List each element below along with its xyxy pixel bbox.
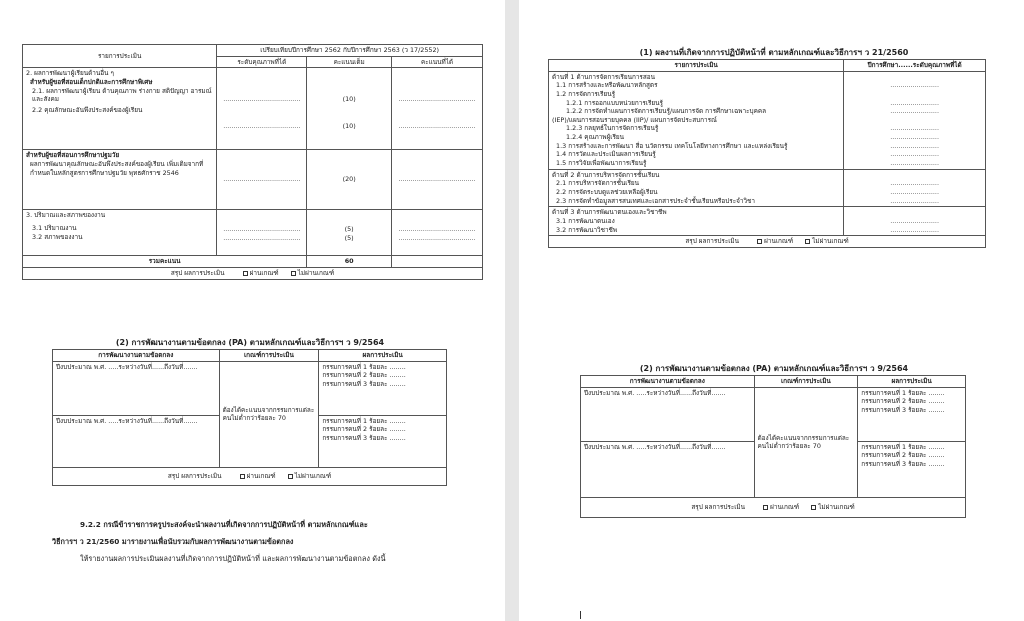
pass-checkbox[interactable] — [763, 505, 768, 510]
full-score: (20) — [307, 150, 392, 210]
domain-heading: ด้านที่ 1 ด้านการจัดการเรียนการสอน — [552, 72, 655, 81]
fail-label: ไม่ผ่านเกณฑ์ — [297, 268, 335, 277]
pass-checkbox[interactable] — [757, 239, 762, 244]
item-label: 3.2 สภาพของงาน — [32, 232, 83, 241]
committee-score-1: กรรมการคนที่ 1 ร้อยละ ........ — [861, 442, 945, 451]
item-label: 1.2.1 การออกแบบหน่วยการเรียนรู้ — [566, 98, 663, 107]
summary-label: สรุป ผลการประเมิน — [685, 237, 740, 246]
committee-score-2: กรรมการคนที่ 2 ร้อยละ ........ — [322, 371, 406, 380]
item-label: 3.2 การพัฒนาวิชาชีพ — [556, 225, 618, 234]
pa-summary-row — [53, 467, 447, 485]
fail-checkbox[interactable] — [288, 474, 293, 479]
level-blank: ........................ — [890, 150, 939, 159]
col-header-full: คะแนนเต็ม — [307, 56, 392, 68]
pa-period-row-2: ปีงบประมาณ พ.ศ. .....ระหว่างวันที่......ถึงวันที่....... — [53, 415, 220, 467]
fail-checkbox[interactable] — [811, 505, 816, 510]
score-blank: ...................................... — [392, 150, 483, 210]
work-evaluation-table — [548, 59, 986, 248]
section-heading: 3. ปริมาณและสภาพของงาน — [26, 211, 106, 220]
item-label: 1.2 การจัดการเรียนรู้ — [556, 89, 616, 98]
item-label: 2.1. ผลการพัฒนาผู้เรียน ด้านคุณภาพ ร่างกาย สติปัญญา อารมณ์และสังคม — [32, 86, 212, 104]
pass-label: ผ่านเกณฑ์ — [246, 471, 276, 480]
item-label: 1.4 การวัดและประเมินผลการเรียนรู้ — [556, 150, 656, 159]
fail-checkbox[interactable] — [291, 271, 296, 276]
pa-col-header: ผลการประเมิน — [319, 350, 447, 362]
pa-criteria: ต้องได้คะแนนจากกรรมการแต่ละคนไม่ต่ำกว่าร้อยละ 70 — [754, 387, 858, 497]
pass-checkbox[interactable] — [240, 474, 245, 479]
col-header-item: รายการประเมิน — [23, 45, 217, 68]
level-blank: ........................ — [890, 196, 939, 205]
paragraph-body: ให้รายงานผลการประเมินผลงานที่เกิดจากการปฏิบัติหน้าที่ และผลการพัฒนางานตามข้อตกลง ดังนี้ — [80, 554, 386, 563]
col-header-item: รายการประเมิน — [549, 60, 844, 72]
full-score: (5) — [344, 225, 354, 234]
level-blank: ........................ — [890, 133, 939, 142]
pa-col-header: เกณฑ์การประเมิน — [754, 376, 858, 388]
item-label: 1.5 การวิจัยเพื่อพัฒนาการเรียนรู้ — [556, 159, 647, 168]
pa-table — [52, 349, 447, 486]
page-gutter — [505, 0, 519, 621]
work-table-title: (1) ผลงานที่เกิดจากการปฏิบัติหน้าที่ ตามหลักเกณฑ์และวิธีการฯ ว 21/2560 — [639, 48, 909, 57]
total-value: 60 — [307, 256, 392, 268]
col-header-group: เปรียบเทียบปีการศึกษา 2562 กับปีการศึกษา 2563 (ว 17/2552) — [217, 45, 483, 57]
item-label: 2.2 คุณลักษณะอันพึงประสงค์ของผู้เรียน — [32, 105, 143, 114]
committee-score-3: กรรมการคนที่ 3 ร้อยละ ........ — [322, 433, 406, 442]
text-cursor — [580, 611, 581, 619]
paragraph-heading-cont: วิธีการฯ ว 21/2560 มารายงานเพื่อนับรวมกับผลการพัฒนางานตามข้อตกลง — [52, 537, 294, 546]
pass-label: ผ่านเกณฑ์ — [764, 237, 794, 246]
document-page-right — [519, 0, 1024, 621]
fail-label: ไม่ผ่านเกณฑ์ — [812, 237, 849, 246]
committee-score-2: กรรมการคนที่ 2 ร้อยละ ........ — [861, 397, 945, 406]
summary-row — [23, 267, 483, 279]
section-2-cell — [23, 68, 217, 150]
committee-score-2: กรรมการคนที่ 2 ร้อยละ ........ — [861, 451, 945, 460]
item-label: 1.1 การสร้างและหรือพัฒนาหลักสูตร — [556, 81, 658, 90]
domain-1-cell — [549, 71, 844, 169]
fail-label: ไม่ผ่านเกณฑ์ — [818, 502, 855, 511]
domain-3-cell — [549, 207, 844, 236]
score-blank: ...................................... — [398, 121, 476, 130]
level-blank: ........................ — [890, 141, 939, 150]
domain-heading: ด้านที่ 3 ด้านการพัฒนาตนเองและวิชาชีพ — [552, 208, 667, 217]
level-blank: ...................................... — [223, 225, 301, 234]
score-blank: ...................................... — [398, 233, 476, 242]
document-page-left — [0, 0, 505, 621]
score-blank: ...................................... — [398, 95, 476, 104]
pass-checkbox[interactable] — [243, 271, 248, 276]
full-score: (10) — [342, 121, 356, 130]
committee-score-3: กรรมการคนที่ 3 ร้อยละ ........ — [861, 459, 945, 468]
pa-criteria: ต้องได้คะแนนจากกรรมการแต่ละคนไม่ต่ำกว่าร้อยละ 70 — [219, 361, 319, 467]
committee-score-1: กรรมการคนที่ 1 ร้อยละ ........ — [322, 362, 406, 371]
level-blank: ........................ — [890, 81, 939, 90]
item-label: 1.2.3 กลยุทธ์ในการจัดการเรียนรู้ — [566, 124, 659, 133]
item-label: 3.1 การพัฒนาตนเอง — [556, 216, 615, 225]
level-blank: ........................ — [890, 159, 939, 168]
item-label: 2.2 การจัดระบบดูแลช่วยเหลือผู้เรียน — [556, 187, 658, 196]
col-header-year: ปีการศึกษา......ระดับคุณภาพที่ได้ — [844, 60, 986, 72]
level-blank: ........................ — [890, 187, 939, 196]
early-childhood-cell — [23, 150, 217, 210]
pa-period-row-1: ปีงบประมาณ พ.ศ. .....ระหว่างวันที่......ถึงวันที่....... — [581, 387, 755, 441]
pass-label: ผ่านเกณฑ์ — [249, 268, 279, 277]
committee-score-1: กรรมการคนที่ 1 ร้อยละ ........ — [861, 388, 945, 397]
item-label: ผลการพัฒนาคุณลักษณะอันพึงประสงค์ของผู้เรียน เพิ่มเติมจากที่กำหนดในหลักสูตรการศึกษาปฐมวัย พุทธศักราช 2546 — [30, 159, 204, 177]
summary-row — [549, 236, 986, 248]
col-header-got: คะแนนที่ได้ — [392, 56, 483, 68]
full-score: (5) — [344, 233, 354, 242]
committee-score-2: กรรมการคนที่ 2 ร้อยละ ........ — [322, 425, 406, 434]
pass-label: ผ่านเกณฑ์ — [770, 502, 800, 511]
fail-label: ไม่ผ่านเกณฑ์ — [294, 471, 332, 480]
evaluation-table — [22, 44, 483, 280]
pa-col-header: เกณฑ์การประเมิน — [219, 350, 319, 362]
paragraph-heading: 9.2.2 กรณีข้าราชการครูประสงค์จะนำผลงานที่เกิดจากการปฏิบัติหน้าที่ ตามหลักเกณฑ์และ — [80, 520, 368, 529]
committee-score-1: กรรมการคนที่ 1 ร้อยละ ........ — [322, 416, 406, 425]
item-label: 1.2.2 การจัดทำแผนการจัดการเรียนรู้/แผนการจัด การศึกษาเฉพาะบุคคล — [566, 107, 767, 116]
pa-period-row-1: ปีงบประมาณ พ.ศ. .....ระหว่างวันที่......ถึงวันที่....... — [53, 361, 220, 415]
level-blank: ...................................... — [223, 233, 301, 242]
pa-col-header: การพัฒนางานตามข้อตกลง — [581, 376, 755, 388]
section-3-cell — [23, 210, 217, 256]
level-blank: ........................ — [890, 225, 939, 234]
level-blank: ........................ — [890, 179, 939, 188]
level-blank: ........................ — [890, 216, 939, 225]
total-label: รวมคะแนน — [23, 256, 307, 268]
level-blank: ...................................... — [223, 121, 301, 130]
item-label: 2.3 การจัดทำข้อมูลสารสนเทศและเอกสารประจำชั้นเรียนหรือประจำวิชา — [556, 196, 755, 205]
level-blank: ........................ — [890, 107, 939, 116]
full-score: (10) — [342, 95, 356, 104]
pa-period-row-2: ปีงบประมาณ พ.ศ. .....ระหว่างวันที่......ถึงวันที่....... — [581, 441, 755, 497]
pa-col-header: การพัฒนางานตามข้อตกลง — [53, 350, 220, 362]
item-label: 1.3 การสร้างและการพัฒนา สื่อ นวัตกรรม เทคโนโลยีทางการศึกษา และแหล่งเรียนรู้ — [556, 141, 788, 150]
committee-score-3: กรรมการคนที่ 3 ร้อยละ ........ — [861, 405, 945, 414]
section-heading: 2. ผลการพัฒนาผู้เรียนด้านอื่น ๆ — [26, 69, 114, 78]
score-blank: ...................................... — [398, 225, 476, 234]
section-subheading: สำหรับผู้ขอที่สอนเด็กปกติและการศึกษาพิเศษ — [30, 77, 153, 86]
committee-score-3: กรรมการคนที่ 3 ร้อยละ ........ — [322, 379, 406, 388]
summary-label: สรุป ผลการประเมิน — [170, 268, 225, 277]
level-blank: ........................ — [890, 98, 939, 107]
pa-col-header: ผลการประเมิน — [858, 376, 966, 388]
pa-table-title: (2) การพัฒนางานตามข้อตกลง (PA) ตามหลักเกณฑ์และวิธีการฯ ว 9/2564 — [639, 364, 909, 373]
pa-table-title: (2) การพัฒนางานตามข้อตกลง (PA) ตามหลักเกณฑ์และวิธีการฯ ว 9/2564 — [115, 338, 385, 347]
summary-label: สรุป ผลการประเมิน — [167, 471, 222, 480]
domain-2-cell — [549, 169, 844, 207]
summary-label: สรุป ผลการประเมิน — [691, 502, 746, 511]
item-label-cont: (IEP)/แผนการสอนรายบุคคล (IIP)/ แผนการจัดประสบการณ์ — [552, 115, 717, 124]
level-blank: ...................................... — [223, 95, 301, 104]
item-label: 2.1 การบริหารจัดการชั้นเรียน — [556, 179, 640, 188]
level-blank: ...................................... — [217, 150, 307, 210]
section-subheading: สำหรับผู้ขอที่สอนการศึกษาปฐมวัย — [26, 151, 120, 160]
level-blank: ........................ — [890, 124, 939, 133]
item-label: 3.1 ปริมาณงาน — [32, 223, 77, 232]
fail-checkbox[interactable] — [805, 239, 810, 244]
item-label: 1.2.4 คุณภาพผู้เรียน — [566, 133, 624, 142]
col-header-level: ระดับคุณภาพที่ได้ — [217, 56, 307, 68]
domain-heading: ด้านที่ 2 ด้านการบริหารจัดการชั้นเรียน — [552, 170, 660, 179]
pa-summary-row — [581, 497, 966, 517]
pa-table — [580, 375, 966, 518]
